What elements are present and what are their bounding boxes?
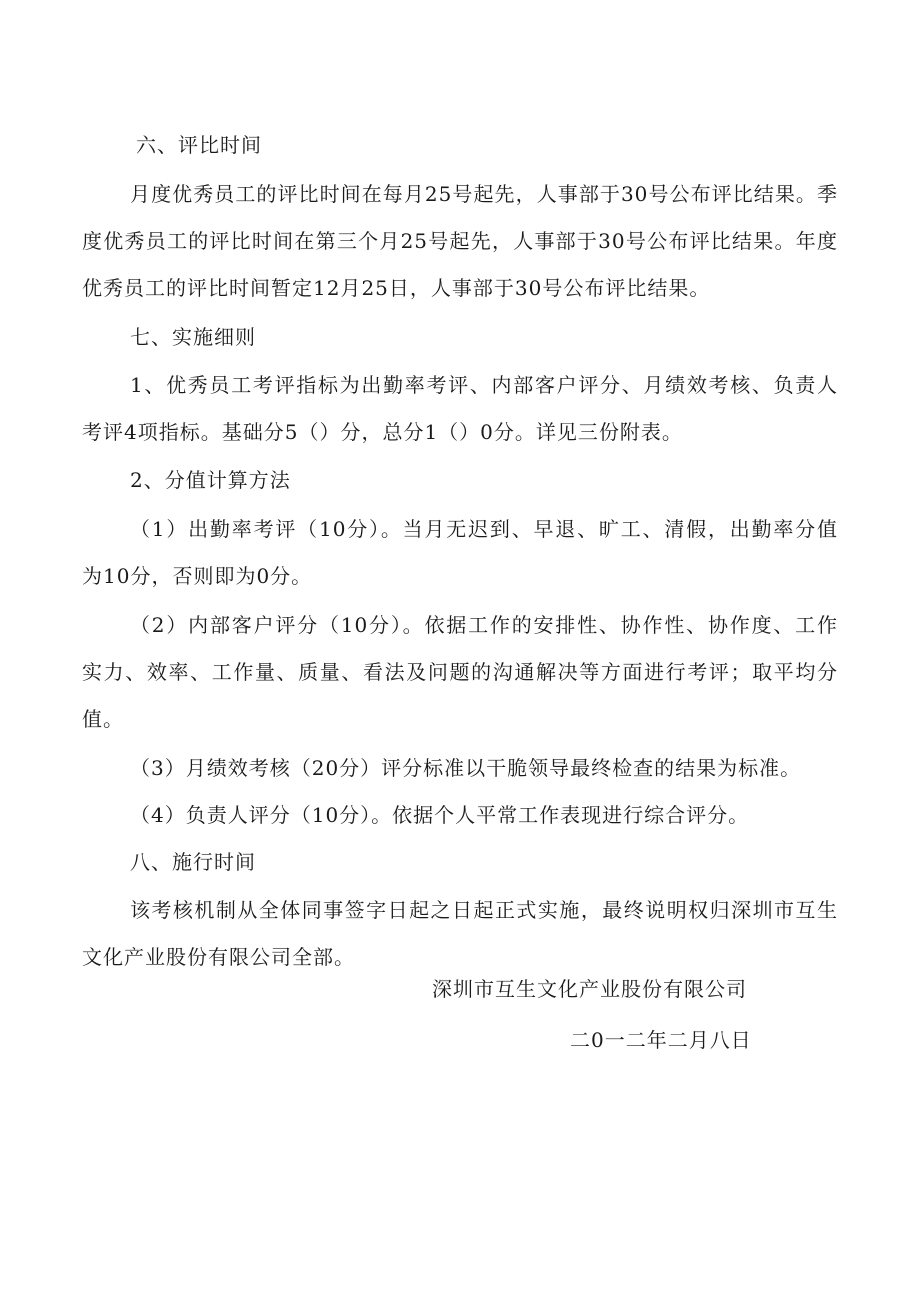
section7-heading: 七、实施细则 [130, 325, 256, 349]
section6-para-line-1: 月度优秀员工的评比时间在每月25号起先，人事部于30号公布评比结果。季 [130, 182, 838, 206]
sub2-line-3: 值。 [82, 707, 124, 731]
signature-company: 深圳市互生文化产业股份有限公司 [432, 977, 747, 1001]
item2-heading: 2、分值计算方法 [130, 468, 291, 492]
section8-heading: 八、施行时间 [130, 850, 256, 874]
section8-para-line-2: 文化产业股份有限公司全部。 [82, 945, 355, 969]
signature-date: 二0一二年二月八日 [570, 1028, 752, 1052]
sub1-line-1: （1）出勤率考评（10分）。当月无迟到、早退、旷工、清假，出勤率分值 [130, 517, 838, 541]
section6-heading: 六、评比时间 [136, 133, 262, 157]
sub1-line-2: 为10分，否则即为0分。 [82, 564, 313, 588]
sub4-line: （4）负责人评分（10分）。依据个人平常工作表现进行综合评分。 [130, 803, 750, 827]
sub3-line: （3）月绩效考核（20分）评分标准以干脆领导最终检查的结果为标准。 [130, 756, 802, 780]
sub2-line-1: （2）内部客户评分（10分）。依据工作的安排性、协作性、协作度、工作 [130, 613, 838, 637]
item1-line-2: 考评4项指标。基础分5（）分，总分1（）0分。详见三份附表。 [82, 420, 683, 444]
sub2-line-2: 实力、效率、工作量、质量、看法及问题的沟通解决等方面进行考评；取平均分 [82, 660, 838, 684]
item1-line-1: 1、优秀员工考评指标为出勤率考评、内部客户评分、月绩效考核、负责人 [130, 373, 838, 397]
section6-para-line-2: 度优秀员工的评比时间在第三个月25号起先，人事部于30号公布评比结果。年度 [82, 229, 838, 253]
section8-para-line-1: 该考核机制从全体同事签字日起之日起正式实施，最终说明权归深圳市互生 [130, 898, 838, 922]
section6-para-line-3: 优秀员工的评比时间暂定12月25日，人事部于30号公布评比结果。 [82, 276, 711, 300]
